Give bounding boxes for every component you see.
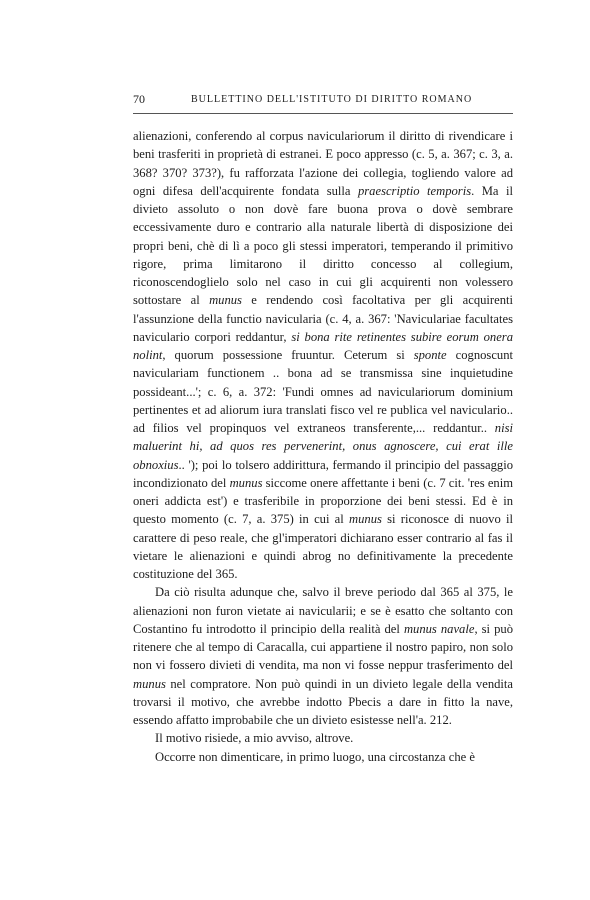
- paragraph: [133, 583, 513, 729]
- text-run: Occorre non dimenticare, in primo luogo, una circostanza che è: [155, 749, 475, 764]
- italic-text: munus: [229, 475, 263, 490]
- italic-text: si bona rite retinentes subire eorum onera nolint: [133, 329, 513, 362]
- italic-text: munus: [349, 512, 382, 527]
- text-run: Da ciò risulta adunque che, salvo il breve periodo dal 365 al 375, le alienazioni non furon vietate ai navicularii; e se è esatto che soltanto con Costantino fu introdotto il principio della realità del: [133, 585, 513, 636]
- italic-text: munus: [133, 676, 166, 691]
- italic-text: sponte: [413, 348, 447, 362]
- text-run: e rendendo così facoltativa per gli acquirenti l'assunzione della functio navicularia (c. 4, a. 367: 'Naviculariae facultates naviculario corpori reddantur,: [133, 293, 513, 344]
- italic-text: praescriptio temporis: [357, 183, 472, 198]
- page-number: 70: [133, 92, 145, 106]
- paragraph: [133, 748, 513, 766]
- italic-text: munus navale: [403, 621, 475, 636]
- paragraph: [133, 729, 513, 747]
- text-run: , quorum possessione fruuntur. Ceterum si: [162, 348, 414, 362]
- italic-text: munus: [209, 293, 242, 308]
- text-run: alienazioni, conferendo al corpus naviculariorum il diritto di rivendicare i beni trasferiti in proprietà di estranei. E poco appresso (c. 5, a. 367; c. 3, a. 368? 370? 373?), fu rafforzata l'azione dei collegia, togliendo valore ad ogni difesa dell'acquirente fondata sulla: [133, 129, 513, 198]
- text-run: . Ma il divieto assoluto o non dovè fare buona prova o dovè sembrare eccessivamente duro e contrario alla naturale libertà di disposizione dei propri beni, chè di lì a poco gli stessi imperatori, temperando il primitivo rigore, prima limitarono il diritto concesso al collegium, riconoscendoglielo solo nel caso in cui gli acquirenti non volessero sottostare al: [133, 183, 513, 308]
- text-run: , si può ritenere che al tempo di Caracalla, cui appartiene il nostro papiro, non solo non vi fossero divieti di vendita, ma non vi fosse neppur trasferimento del: [133, 621, 513, 673]
- body-text: [133, 127, 513, 766]
- text-run: .. '); poi lo tolsero addirittura, fermando il principio del passaggio incondizionato del: [133, 457, 513, 490]
- text-run: siccome onere affettante i beni (c. 7 cit. 'res enim oneri addicta est') e trasferibile in proporzione dei beni stessi. Ed è in questo momento (c. 7, a. 375) in cui al: [133, 475, 513, 527]
- text-run: nel compratore. Non può quindi in un divieto legale della vendita trovarsi il motivo, che avrebbe indotto Pbecis a dare in fitto la nave, essendo affatto improbabile che un divieto esistesse nell'a. 212.: [133, 676, 513, 727]
- header-rule: [133, 113, 513, 114]
- text-run: Il motivo risiede, a mio avviso, altrove.: [155, 731, 354, 746]
- running-head: BULLETTINO DELL'ISTITUTO DI DIRITTO ROMANO: [191, 94, 473, 105]
- text-run: cognoscunt naviculariam functionem .. bona ad se transmissa sine inquietudine possideant...'; c. 6, a. 372: 'Fundi omnes ad naviculariorum dominium pertinentes et ad aliorum iura translati fisco vel re publica vel naviculario.. ad filios vel propinquos vel extraneos transferente,... reddantur..: [133, 348, 513, 435]
- paragraph: [133, 127, 513, 583]
- italic-text: nisi maluerint hi, ad quos res pervenerint, onus agnoscere, cui erat ille obnoxius: [133, 421, 513, 472]
- text-run: si riconosce di nuovo il carattere di peso reale, che gl'imperatori dichiarano esser contrario al fas il vietare le alienazioni e quindi abrog no definitivamente la precedente costituzione del 365.: [133, 512, 513, 581]
